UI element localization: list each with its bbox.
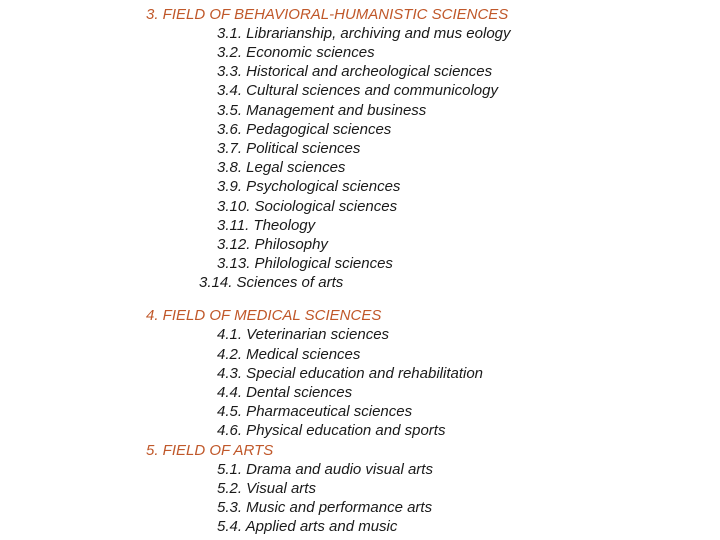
list-item-3-1: 3.1. Librarianship, archiving and mus eology <box>217 25 511 42</box>
list-item-4-6: 4.6. Physical education and sports <box>217 422 446 439</box>
list-item-5-3: 5.3. Music and performance arts <box>217 499 433 516</box>
list-item-5-4: 5.4. Applied arts and music <box>217 518 398 535</box>
list-item-4-5: 4.5. Pharmaceutical sciences <box>217 403 413 420</box>
section-heading-medical: 4. FIELD OF MEDICAL SCIENCES <box>146 307 382 324</box>
list-item-3-11: 3.11. Theology <box>217 217 316 234</box>
list-item-3-12: 3.12. Philosophy <box>217 236 328 253</box>
list-item-3-10: 3.10. Sociological sciences <box>217 198 398 215</box>
list-item-4-2: 4.2. Medical sciences <box>217 346 361 363</box>
list-item-3-9: 3.9. Psychological sciences <box>217 178 401 195</box>
list-item-4-1: 4.1. Veterinarian sciences <box>217 326 390 343</box>
list-item-5-2: 5.2. Visual arts <box>217 480 316 497</box>
list-item-3-4: 3.4. Cultural sciences and communicology <box>217 82 498 99</box>
list-item-4-3: 4.3. Special education and rehabilitation <box>217 365 484 382</box>
list-item-3-13: 3.13. Philological sciences <box>217 255 393 272</box>
list-item-3-8: 3.8. Legal sciences <box>217 159 346 176</box>
list-item-5-1: 5.1. Drama and audio visual arts <box>217 461 433 478</box>
list-item-3-2: 3.2. Economic sciences <box>217 44 375 61</box>
list-item-3-7: 3.7. Political sciences <box>217 140 361 157</box>
list-item-3-5: 3.5. Management and business <box>217 102 427 119</box>
section-heading-arts: 5. FIELD OF ARTS <box>146 442 274 459</box>
list-item-3-14: 3.14. Sciences of arts <box>199 274 344 291</box>
list-item-3-6: 3.6. Pedagogical sciences <box>217 121 392 138</box>
list-item-3-3: 3.3. Historical and archeological sciences <box>217 63 493 80</box>
list-item-4-4: 4.4. Dental sciences <box>217 384 353 401</box>
section-heading-behavioral-humanistic: 3. FIELD OF BEHAVIORAL-HUMANISTIC SCIENCES <box>146 6 509 23</box>
